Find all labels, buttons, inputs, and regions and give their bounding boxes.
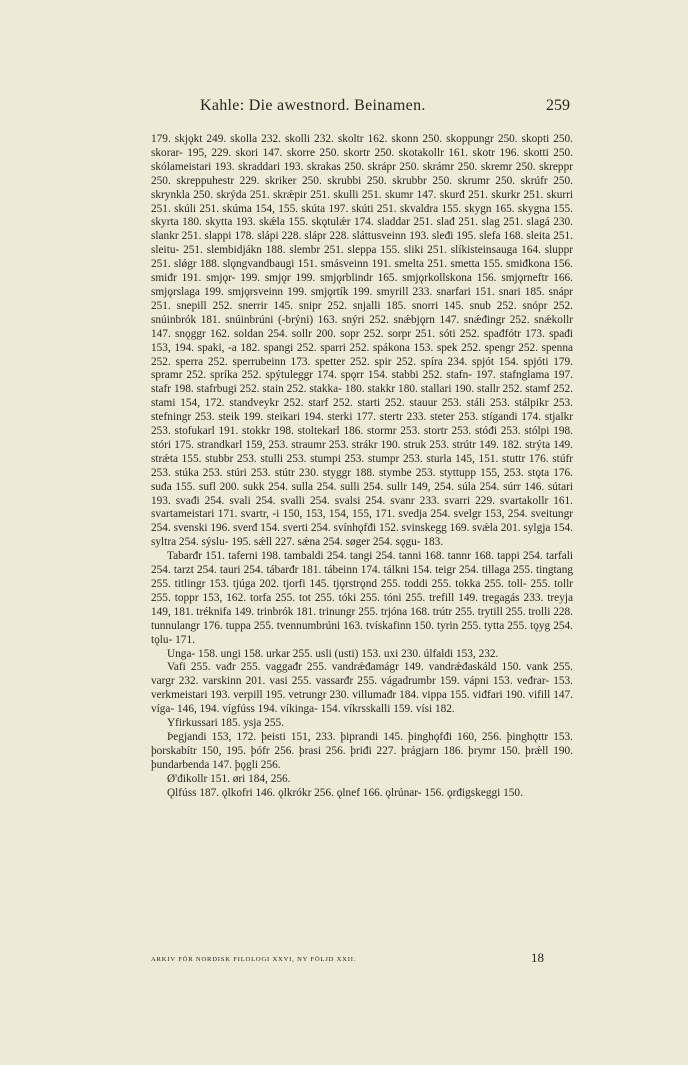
index-paragraph-o-slash: Ø'đikollr 151. øri 184, 256. bbox=[167, 772, 291, 785]
page-number: 259 bbox=[546, 97, 570, 114]
running-header bbox=[150, 97, 570, 119]
journal-line: ARKIV FÖR NORDISK FILOLOGI XXVI, NY FÖLJD XXII. bbox=[151, 956, 357, 963]
running-title: Kahle: Die awestnord. Beinamen. bbox=[200, 97, 426, 114]
index-paragraph-v: Vafi 255. vađr 255. vaggađr 255. vandrǽđamágr 149. vandrǽđaskáld 150. vank 255. vargr 232. varskinn 201. vasi 255. vassarđr 255. vágadrumbr 159. vápni 153. veđrar- 153. verkmeistari 193. verpill 195. vetrungr 230. villumađr 184. vippa 155. viđfari 190. vifill 147. víga- 146, 194. vígfúss 194. víkinga- 154. víkrsskalli 159. vísi 182. bbox=[151, 661, 573, 716]
index-paragraph-y: Yfirkussari 185. ysja 255. bbox=[167, 717, 285, 730]
index-paragraph-thorn: Þegjandi 153, 172. þeisti 151, 233. þiprandi 145. þinghǫfđi 160, 256. þinghǫttr 153. þorskabítr 150, 195. þófr 256. þrasi 256. þriđi 227. þrágjarn 186. þrymr 150. þrǽll 190. þundarbenda 147. þǫgli 256. bbox=[151, 730, 573, 771]
index-paragraph-s: 179. skjǫkt 249. skolla 232. skolli 232. skoltr 162. skonn 250. skoppungr 250. skopti 250. skorar- 195, 229. skori 147. skorre 250. skortr 250. skotakollr 161. skotr 196. skotti 250. skólameistari 193. skraddari 193. skrakas 250. skrápr 250. skrámr 250. skremr 250. skreppr 250. skreppuhestr 229. skriker 250. skrubbi 250. skrubbr 250. skrumr 250. skrúfr 250. skrynkla 250. skrýda 251. skrǽpir 251. skulli 251. skumr 147. skurđ 251. skurkr 251. skurri 251. skúli 251. skúma 154, 155. skúta 197. skúti 251. skvaldra 155. skygn 165. skygna 155. skyrta 180. skytta 193. skǽla 155. skǫtulǽr 174. sladdar 251. slađ 251. slag 251. slagá 230. slankr 251. slappi 178. slápi 228. slápr 228. sláttusveinn 193. sleđi 195. slefa 168. sleita 251. sleitu- 251. slembidjákn 188. slembr 251. sleppa 155. sliki 251. slíkisteinsauga 164. sluppr 251. slǿgr 188. slǫngvandbaugi 151. smásveinn 191. smelta 251. smetta 155. smiđkona 156. smiđr 191. smjǫr- 199. smjǫr 199. smjǫrblindr 165. smjǫrkollskona 156. smjǫrneftr 166. smjǫrslaga 199. smjǫrsveinn 199. smjǫrtík 199. smyrill 233. snarfari 151. snari 185. snápr 251. snepill 252. snerrir 145. snipr 252. snjalli 185. snorri 145. snub 252. snópr 252. snúinbrók 181. snúinbrúni (-brýni) 163. snýri 252. snǽbjǫrn 147. snǽđingr 252. snǽkollr 147. snǫggr 162. soldan 254. sollr 200. sopr 252. sorpr 251. sóti 252. spađfótr 173. spađi 153, 194. spaki, -a 182. spangi 252. sparri 252. spákona 153. spek 252. spengr 252. spenna 252. sperra 252. sperrubeinn 173. spetter 252. spir 252. spíra 234. spjót 154. spjóti 179. spramr 252. spríka 252. spýtuleggr 174. spǫrr 154. stabbi 252. stafn- 197. stafnglama 197. stafr 198. stafrbugi 252. stain 252. stakka- 180. stakkr 180. stallari 190. stallr 252. stamf 252. stami 154, 172. standveykr 252. starf 252. starti 252. stauur 253. stáli 253. stálpikr 253. stefningr 253. steik 199. steikari 194. sterki 177. stertr 233. steter 253. stígandi 174. stjalkr 253. stofukarl 191. stokkr 198. stoltekarl 186. stormr 253. stortr 253. stóđi 253. stólpi 198. stóri 175. strandkarl 159, 253. straumr 253. strákr 190. struk 253. strútr 149. 182. strýta 149. strǽta 155. stubbr 253. stulli 253. stumpi 253. stumpr 253. sturla 145, 151. stuttr 176. stúfr 253. stúka 253. stúri 253. stútr 230. styggr 188. stymbe 253. styttupp 155, 253. stǫta 176. suđa 155. sufl 200. sukk 254. sulla 254. sulli 254. sullr 149, 254. súla 254. súrr 146. sútari 193. svađi 254. svali 254. svalli 254. svalsi 254. svanr 233. svarri 229. svartakollr 161. svartameistari 171. svartr, -i 150, 153, 154, 155, 171. svedja 254. svelgr 153, 254. sveitungr 254. svenski 196. sverđ 154. sverti 254. svínhǫfđi 152. svinskegg 169. svǽla 201. sylgja 154. syltra 254. sýslu- 195. sǽll 227. sǽna 254. søger 254. sǫgu- 183. bbox=[151, 133, 573, 549]
index-body bbox=[151, 133, 573, 801]
page-footer bbox=[151, 950, 571, 970]
index-paragraph-u: Unga- 158. ungi 158. urkar 255. usli (usti) 153. uxi 230. úlfaldi 153, 232. bbox=[167, 647, 499, 660]
index-paragraph-o-ogonek: Ǫlfúss 187. ǫlkofri 146. ǫlkrókr 256. ǫlnef 166. ǫlrúnar- 156. ǫrđigskeggi 150. bbox=[167, 786, 523, 799]
signature-mark: 18 bbox=[531, 950, 544, 965]
index-paragraph-t: Tabarđr 151. taferni 198. tambaldi 254. tangi 254. tanni 168. tannr 168. tappi 254. tarfali 254. tarzt 254. tauri 254. tábarđr 181. tábeinn 174. tálkni 154. teigr 254. tillaga 255. tingtang 255. titlingr 153. tjúga 202. tjorfi 145. tjǫrstrǫnd 255. toddi 255. tokka 255. toll- 255. tollr 255. toppr 153, 162. torfa 255. tot 255. tóki 255. tóni 255. trefill 149. tregagás 233. treyja 149, 181. tréknifa 149. trinbrók 181. trinungr 255. trjóna 168. trútr 255. trytill 255. trolli 228. tunnulangr 176. tuppa 255. tvennumbrúni 163. tvískafinn 150. tyrin 255. tytta 255. tǫyg 254. tǫlu- 171. bbox=[151, 550, 573, 646]
